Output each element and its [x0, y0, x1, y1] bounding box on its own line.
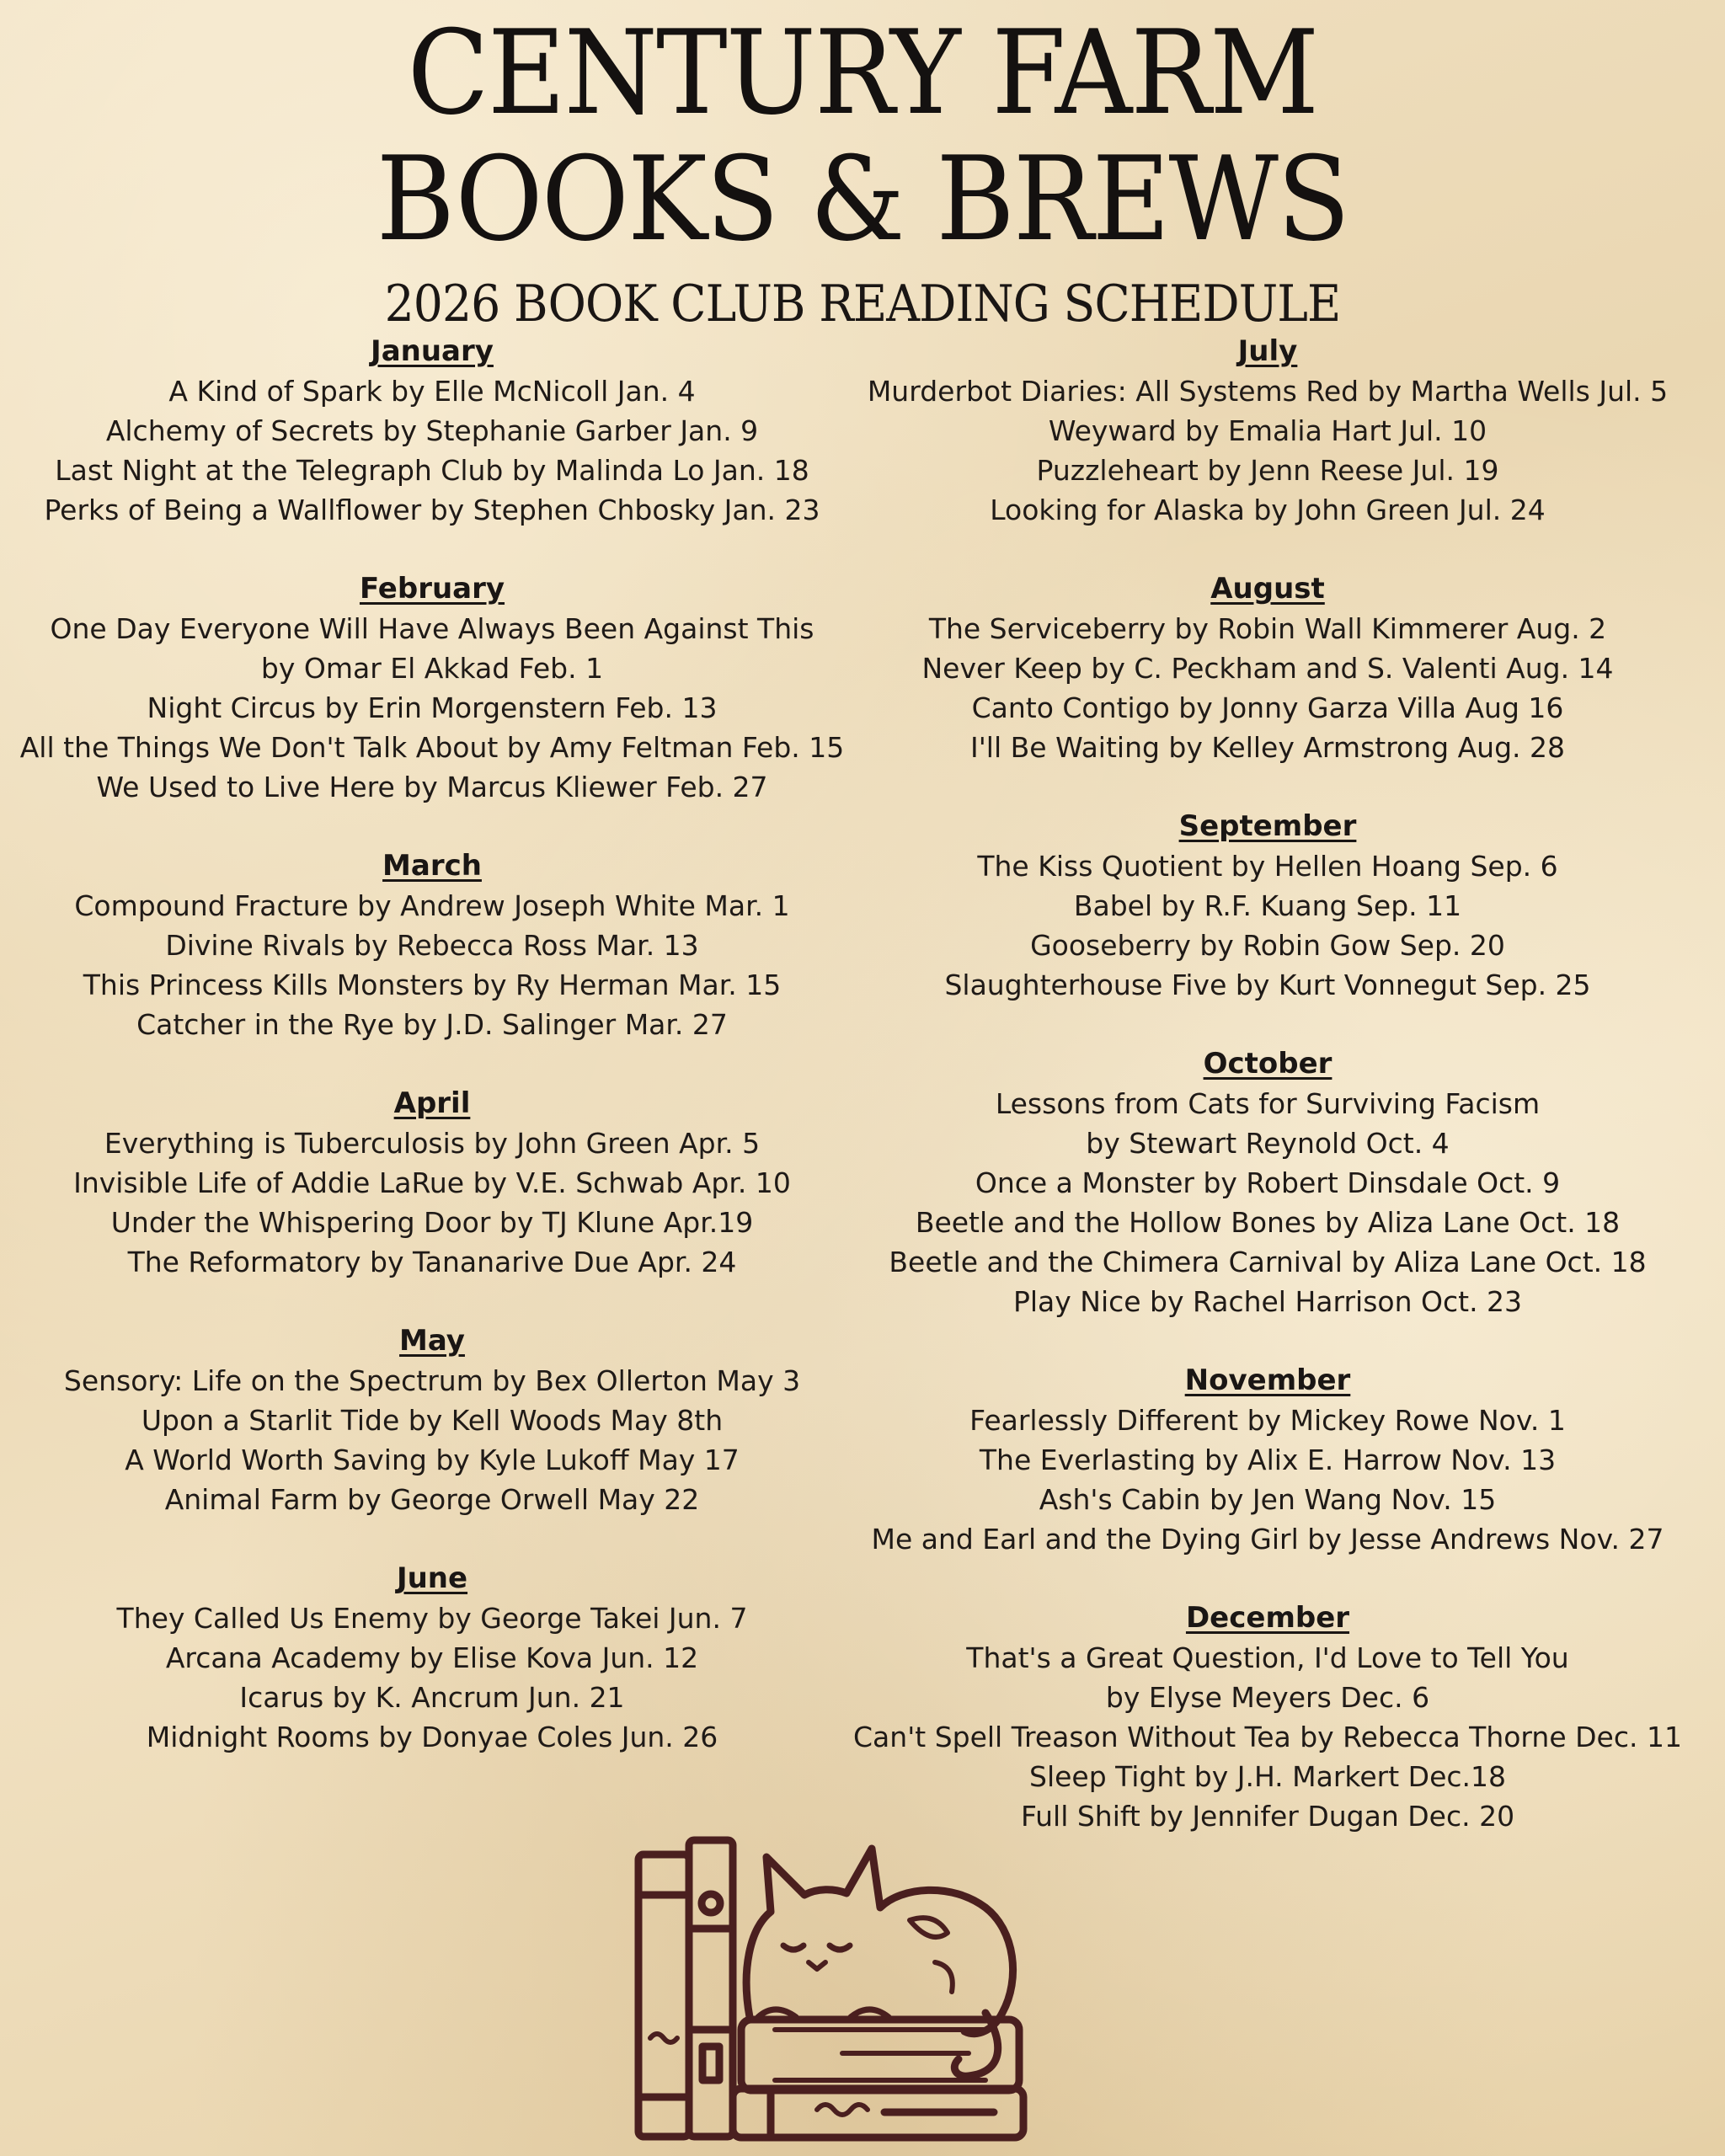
month-block-september [825, 807, 1710, 1005]
book-entry: Can't Spell Treason Without Tea by Rebecca Thorne Dec. 11 [853, 1721, 1682, 1753]
book-entry: Babel by R.F. Kuang Sep. 11 [1073, 889, 1462, 922]
book-entry: Midnight Rooms by Donyae Coles Jun. 26 [146, 1721, 718, 1753]
book-entry: A World Worth Saving by Kyle Lukoff May 17 [125, 1444, 740, 1476]
book-entry: The Reformatory by Tananarive Due Apr. 24 [127, 1246, 737, 1278]
book-entry: Ash's Cabin by Jen Wang Nov. 15 [1039, 1483, 1497, 1516]
book-entry: Night Circus by Erin Morgenstern Feb. 13 [147, 691, 718, 724]
book-entry: Sensory: Life on the Spectrum by Bex Ollerton May 3 [63, 1364, 801, 1397]
book-entry: Beetle and the Hollow Bones by Aliza Lane Oct. 18 [915, 1206, 1621, 1239]
book-entry: Animal Farm by George Orwell May 22 [164, 1483, 700, 1516]
book-entry: Icarus by K. Ancrum Jun. 21 [239, 1681, 625, 1714]
book-entry: They Called Us Enemy by George Takei Jun. 7 [116, 1602, 748, 1635]
month-heading: November [1184, 1364, 1351, 1397]
book-entry: Compound Fracture by Andrew Joseph White Mar. 1 [74, 889, 790, 922]
month-block-august [825, 569, 1710, 767]
month-block-march [0, 846, 864, 1044]
book-entry: One Day Everyone Will Have Always Been Against This [50, 612, 814, 645]
month-heading: January [371, 334, 494, 368]
month-heading: March [382, 849, 482, 883]
month-heading: August [1210, 572, 1325, 606]
month-heading: May [399, 1324, 465, 1358]
month-heading: April [393, 1086, 471, 1120]
month-heading: October [1203, 1047, 1332, 1081]
book-entry: Murderbot Diaries: All Systems Red by Martha Wells Jul. 5 [867, 375, 1669, 408]
book-entry: Last Night at the Telegraph Club by Malinda Lo Jan. 18 [55, 454, 809, 487]
month-block-june [0, 1559, 864, 1757]
book-entry: Under the Whispering Door by TJ Klune Apr.19 [110, 1206, 754, 1239]
month-block-may [0, 1321, 864, 1519]
book-entry: Lessons from Cats for Surviving Facism [995, 1087, 1541, 1120]
book-entry: Weyward by Emalia Hart Jul. 10 [1048, 414, 1487, 447]
book-entry: Catcher in the Rye by J.D. Salinger Mar. 27 [136, 1008, 728, 1041]
book-entry: Full Shift by Jennifer Dugan Dec. 20 [1020, 1800, 1515, 1833]
month-heading: July [1237, 334, 1298, 368]
month-heading: December [1185, 1601, 1350, 1635]
title-line-2: BOOKS & BREWS [376, 131, 1349, 267]
month-block-july [825, 332, 1710, 530]
month-heading: September [1178, 809, 1357, 843]
book-entry: by Elyse Meyers Dec. 6 [1105, 1681, 1430, 1714]
month-block-april [0, 1084, 864, 1282]
title-line-1: CENTURY FARM [407, 5, 1318, 141]
book-entry: The Serviceberry by Robin Wall Kimmerer Aug. 2 [928, 612, 1607, 645]
schedule-column-right [825, 332, 1710, 1876]
sleeping-cat-on-books-icon [632, 1836, 1036, 2148]
book-entry: Invisible Life of Addie LaRue by V.E. Schwab Apr. 10 [73, 1166, 791, 1199]
month-heading: February [359, 572, 505, 606]
book-entry: Once a Monster by Robert Dinsdale Oct. 9 [975, 1166, 1561, 1199]
month-heading: June [396, 1561, 468, 1595]
book-entry: Canto Contigo by Jonny Garza Villa Aug 16 [971, 691, 1564, 724]
book-entry: The Kiss Quotient by Hellen Hoang Sep. 6 [977, 850, 1558, 883]
book-entry: Play Nice by Rachel Harrison Oct. 23 [1012, 1285, 1523, 1318]
book-entry: Looking for Alaska by John Green Jul. 24 [990, 494, 1546, 526]
book-entry: Never Keep by C. Peckham and S. Valenti Aug. 14 [921, 652, 1614, 685]
book-entry: Slaughterhouse Five by Kurt Vonnegut Sep. 25 [944, 969, 1591, 1001]
book-entry: Beetle and the Chimera Carnival by Aliza Lane Oct. 18 [889, 1246, 1647, 1278]
poster-header [0, 5, 1725, 334]
book-entry: Sleep Tight by J.H. Markert Dec.18 [1029, 1760, 1506, 1793]
book-entry: Fearlessly Different by Mickey Rowe Nov. 1 [969, 1404, 1566, 1437]
month-block-november [825, 1361, 1710, 1559]
book-entry: Upon a Starlit Tide by Kell Woods May 8th [141, 1404, 724, 1437]
book-entry: The Everlasting by Alix E. Harrow Nov. 13 [979, 1444, 1557, 1476]
month-block-january [0, 332, 864, 530]
book-entry: Me and Earl and the Dying Girl by Jesse Andrews Nov. 27 [871, 1523, 1664, 1556]
schedule-column-left [0, 332, 864, 1796]
book-entry: We Used to Live Here by Marcus Kliewer Feb. 27 [96, 771, 768, 803]
book-entry: Perks of Being a Wallflower by Stephen Chbosky Jan. 23 [44, 494, 820, 526]
month-block-october [825, 1044, 1710, 1321]
month-block-december [825, 1598, 1710, 1836]
book-entry: Everything is Tuberculosis by John Green Apr. 5 [104, 1127, 761, 1160]
schedule-subtitle: 2026 BOOK CLUB READING SCHEDULE [384, 275, 1341, 334]
book-entry: Gooseberry by Robin Gow Sep. 20 [1030, 929, 1505, 962]
book-entry: This Princess Kills Monsters by Ry Herman Mar. 15 [83, 969, 782, 1001]
book-entry: by Stewart Reynold Oct. 4 [1086, 1127, 1450, 1160]
book-entry: All the Things We Don't Talk About by Amy Feltman Feb. 15 [19, 731, 845, 764]
book-entry: Divine Rivals by Rebecca Ross Mar. 13 [165, 929, 699, 962]
book-entry: A Kind of Spark by Elle McNicoll Jan. 4 [168, 375, 696, 408]
book-entry: Alchemy of Secrets by Stephanie Garber Jan. 9 [105, 414, 759, 447]
book-entry: That's a Great Question, I'd Love to Tell You [966, 1641, 1569, 1674]
book-entry: by Omar El Akkad Feb. 1 [260, 652, 604, 685]
book-entry: Puzzleheart by Jenn Reese Jul. 19 [1036, 454, 1499, 487]
book-entry: I'll Be Waiting by Kelley Armstrong Aug. 28 [970, 731, 1565, 764]
month-block-february [0, 569, 864, 807]
book-entry: Arcana Academy by Elise Kova Jun. 12 [165, 1641, 699, 1674]
